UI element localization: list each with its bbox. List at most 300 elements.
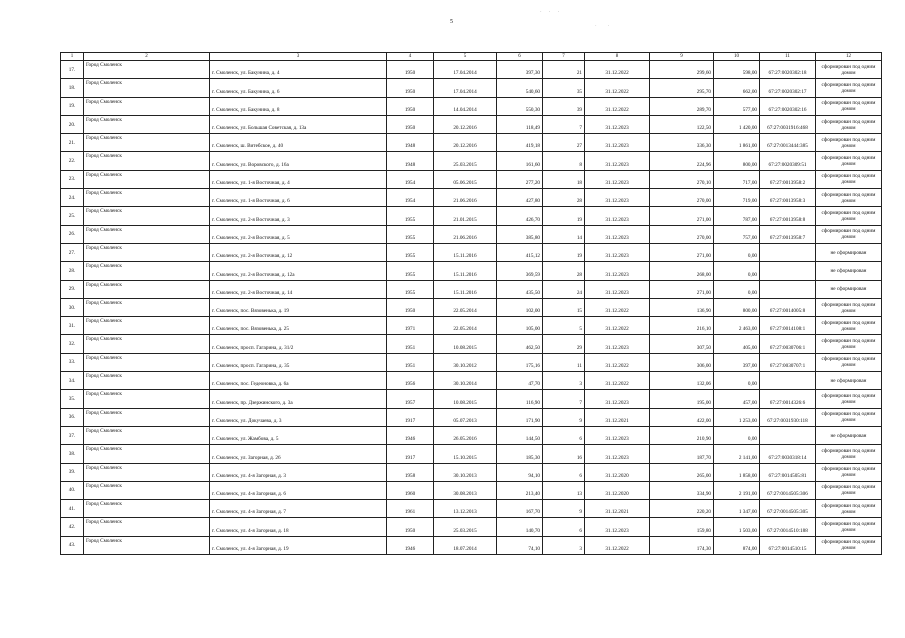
- residents-cell: 29: [543, 335, 585, 353]
- municipality-cell: Город Смоленск: [84, 445, 210, 463]
- price-cell: 271,00: [650, 243, 714, 261]
- page-number: 5: [450, 19, 453, 25]
- row-number-cell: 20.: [61, 115, 84, 133]
- deadline-cell: 31.12.2023: [585, 426, 650, 444]
- table-row: [61, 390, 882, 408]
- build-year-cell: 1954: [387, 189, 434, 207]
- row-number-cell: 39.: [61, 463, 84, 481]
- area-cell: 435,50: [497, 280, 543, 298]
- land-area-cell: 662,00: [714, 79, 760, 97]
- municipality-cell: Город Смоленск: [84, 390, 210, 408]
- doc-date-cell: 30.10.2014: [434, 372, 497, 390]
- price-cell: 422,00: [650, 408, 714, 426]
- deadline-cell: 31.12.2022: [585, 298, 650, 316]
- cadastral-number-cell: 67:27:0014510:15: [760, 536, 816, 554]
- area-cell: 550,30: [497, 97, 543, 115]
- table-row: [61, 445, 882, 463]
- row-number-cell: 32.: [61, 335, 84, 353]
- build-year-cell: 1961: [387, 500, 434, 518]
- deadline-cell: 31.12.2020: [585, 481, 650, 499]
- municipality-cell: Город Смоленск: [84, 189, 210, 207]
- table-header-row: [61, 53, 882, 61]
- table-row: [61, 500, 882, 518]
- deadline-cell: 31.12.2023: [585, 225, 650, 243]
- row-number-cell: 33.: [61, 353, 84, 371]
- doc-date-cell: 30.10.2013: [434, 463, 497, 481]
- doc-date-cell: 10.08.2015: [434, 335, 497, 353]
- deadline-cell: 31.12.2022: [585, 372, 650, 390]
- land-area-cell: 577,00: [714, 97, 760, 115]
- doc-date-cell: 13.12.2013: [434, 500, 497, 518]
- doc-date-cell: 15.11.2016: [434, 280, 497, 298]
- cadastral-number-cell: [760, 243, 816, 261]
- doc-date-cell: 30.10.2012: [434, 353, 497, 371]
- area-cell: 415,12: [497, 243, 543, 261]
- build-year-cell: 1951: [387, 353, 434, 371]
- price-cell: 299,60: [650, 61, 714, 79]
- column-header-3: 3: [210, 53, 387, 61]
- table-row: [61, 262, 882, 280]
- area-cell: 277,20: [497, 170, 543, 188]
- land-area-cell: 1 861,00: [714, 134, 760, 152]
- row-number-cell: 31.: [61, 317, 84, 335]
- area-cell: 213,40: [497, 481, 543, 499]
- municipality-cell: Город Смоленск: [84, 61, 210, 79]
- area-cell: 105,00: [497, 317, 543, 335]
- residents-cell: 39: [543, 97, 585, 115]
- area-cell: 171,90: [497, 408, 543, 426]
- doc-date-cell: 15.11.2016: [434, 262, 497, 280]
- residents-cell: 19: [543, 207, 585, 225]
- land-area-cell: 874,00: [714, 536, 760, 554]
- residents-cell: 19: [543, 243, 585, 261]
- residents-cell: 3: [543, 536, 585, 554]
- price-cell: 265,00: [650, 463, 714, 481]
- municipality-cell: Город Смоленск: [84, 115, 210, 133]
- row-number-cell: 38.: [61, 445, 84, 463]
- address-cell: г. Смоленск, просп. Гагарина, д. 31/2: [210, 335, 387, 353]
- row-number-cell: 37.: [61, 426, 84, 444]
- build-year-cell: 1956: [387, 372, 434, 390]
- table-row: [61, 152, 882, 170]
- address-cell: г. Смоленск, ул. 2-я Восточная, д. 12а: [210, 262, 387, 280]
- municipality-cell: Город Смоленск: [84, 298, 210, 316]
- land-status-cell: сформирован под одним домом: [816, 170, 882, 188]
- doc-date-cell: 17.04.2014: [434, 61, 497, 79]
- table-row: [61, 134, 882, 152]
- build-year-cell: 1917: [387, 408, 434, 426]
- residents-cell: 5: [543, 317, 585, 335]
- doc-date-cell: 22.05.2014: [434, 298, 497, 316]
- address-cell: г. Смоленск, ул. 4-я Загорная, д. 19: [210, 536, 387, 554]
- doc-date-cell: 17.04.2014: [434, 79, 497, 97]
- build-year-cell: 1971: [387, 317, 434, 335]
- address-cell: г. Смоленск, ул. 4-я Загорная, д. 3: [210, 463, 387, 481]
- price-cell: 336,30: [650, 134, 714, 152]
- table-row: [61, 372, 882, 390]
- land-status-cell: не сформирован: [816, 243, 882, 261]
- cadastral-number-cell: 67:27:0031916:468: [760, 115, 816, 133]
- deadline-cell: 31.12.2021: [585, 408, 650, 426]
- area-cell: 102,00: [497, 298, 543, 316]
- land-status-cell: сформирован под одним домом: [816, 298, 882, 316]
- doc-date-cell: 22.05.2014: [434, 317, 497, 335]
- row-number-cell: 24.: [61, 189, 84, 207]
- row-number-cell: 26.: [61, 225, 84, 243]
- land-status-cell: сформирован под одним домом: [816, 335, 882, 353]
- deadline-cell: 31.12.2022: [585, 97, 650, 115]
- land-area-cell: 719,00: [714, 189, 760, 207]
- cadastral-number-cell: 67:27:0013958:2: [760, 170, 816, 188]
- address-cell: г. Смоленск, пос. Гедеоновка, д. 6а: [210, 372, 387, 390]
- price-cell: 271,00: [650, 207, 714, 225]
- deadline-cell: 31.12.2023: [585, 262, 650, 280]
- cadastral-number-cell: [760, 426, 816, 444]
- build-year-cell: 1958: [387, 463, 434, 481]
- price-cell: 220,20: [650, 500, 714, 518]
- address-cell: г. Смоленск, ул. 2-я Восточная, д. 12: [210, 243, 387, 261]
- area-cell: 175,16: [497, 353, 543, 371]
- table-row: [61, 481, 882, 499]
- area-cell: 426,70: [497, 207, 543, 225]
- doc-date-cell: 21.01.2015: [434, 207, 497, 225]
- table-row: [61, 518, 882, 536]
- land-area-cell: 717,00: [714, 170, 760, 188]
- municipality-cell: Город Смоленск: [84, 335, 210, 353]
- area-cell: 419,18: [497, 134, 543, 152]
- build-year-cell: 1950: [387, 61, 434, 79]
- land-status-cell: сформирован под одним домом: [816, 152, 882, 170]
- table-row: [61, 243, 882, 261]
- address-cell: г. Смоленск, ул. Жамбова, д. 5: [210, 426, 387, 444]
- build-year-cell: 1955: [387, 280, 434, 298]
- build-year-cell: 1955: [387, 225, 434, 243]
- row-number-cell: 43.: [61, 536, 84, 554]
- price-cell: 295,70: [650, 79, 714, 97]
- doc-date-cell: 05.07.2013: [434, 408, 497, 426]
- build-year-cell: 1946: [387, 426, 434, 444]
- municipality-cell: Город Смоленск: [84, 500, 210, 518]
- doc-date-cell: 26.05.2016: [434, 426, 497, 444]
- price-cell: 136,90: [650, 298, 714, 316]
- column-header-7: 7: [543, 53, 585, 61]
- area-cell: 462,50: [497, 335, 543, 353]
- area-cell: 94,10: [497, 463, 543, 481]
- build-year-cell: 1960: [387, 481, 434, 499]
- cadastral-number-cell: 67:27:0013444:385: [760, 134, 816, 152]
- table-row: [61, 115, 882, 133]
- address-cell: г. Смоленск, ул. 4-я Загорная, д. 18: [210, 518, 387, 536]
- residents-cell: 14: [543, 225, 585, 243]
- residents-cell: 35: [543, 79, 585, 97]
- municipality-cell: Город Смоленск: [84, 317, 210, 335]
- cadastral-number-cell: 67:27:0014505:81: [760, 463, 816, 481]
- price-cell: 306,00: [650, 353, 714, 371]
- residents-cell: 28: [543, 189, 585, 207]
- price-cell: 307,50: [650, 335, 714, 353]
- cadastral-number-cell: [760, 280, 816, 298]
- deadline-cell: 31.12.2023: [585, 335, 650, 353]
- land-area-cell: 1 420,00: [714, 115, 760, 133]
- cadastral-number-cell: 67:27:0030318:14: [760, 445, 816, 463]
- address-cell: г. Смоленск, пр. Дзержинского, д. 3а: [210, 390, 387, 408]
- land-area-cell: 1 503,00: [714, 518, 760, 536]
- land-status-cell: не сформирован: [816, 372, 882, 390]
- land-status-cell: сформирован под одним домом: [816, 445, 882, 463]
- deadline-cell: 31.12.2020: [585, 463, 650, 481]
- deadline-cell: 31.12.2022: [585, 536, 650, 554]
- land-area-cell: 598,00: [714, 61, 760, 79]
- municipality-cell: Город Смоленск: [84, 463, 210, 481]
- table-row: [61, 353, 882, 371]
- row-number-cell: 19.: [61, 97, 84, 115]
- housing-register-table: [60, 52, 882, 555]
- build-year-cell: 1917: [387, 445, 434, 463]
- address-cell: г. Смоленск, ул. 2-я Восточная, д. 14: [210, 280, 387, 298]
- column-header-8: 8: [585, 53, 650, 61]
- land-area-cell: 1 347,00: [714, 500, 760, 518]
- build-year-cell: 1950: [387, 115, 434, 133]
- land-status-cell: сформирован под одним домом: [816, 353, 882, 371]
- address-cell: г. Смоленск, пос. Вязовенька, д. 19: [210, 298, 387, 316]
- municipality-cell: Город Смоленск: [84, 353, 210, 371]
- municipality-cell: Город Смоленск: [84, 152, 210, 170]
- residents-cell: 21: [543, 61, 585, 79]
- table-body: [61, 61, 882, 555]
- deadline-cell: 31.12.2023: [585, 518, 650, 536]
- row-number-cell: 42.: [61, 518, 84, 536]
- column-header-5: 5: [434, 53, 497, 61]
- doc-date-cell: 25.03.2015: [434, 518, 497, 536]
- cadastral-number-cell: 67:27:0014505:305: [760, 500, 816, 518]
- land-status-cell: сформирован под одним домом: [816, 79, 882, 97]
- price-cell: 174,30: [650, 536, 714, 554]
- land-area-cell: 405,00: [714, 335, 760, 353]
- area-cell: 47,70: [497, 372, 543, 390]
- deadline-cell: 31.12.2022: [585, 61, 650, 79]
- land-area-cell: 1 253,00: [714, 408, 760, 426]
- area-cell: 167,70: [497, 500, 543, 518]
- row-number-cell: 17.: [61, 61, 84, 79]
- row-number-cell: 40.: [61, 481, 84, 499]
- column-header-12: 12: [816, 53, 882, 61]
- land-area-cell: 2 141,00: [714, 445, 760, 463]
- doc-date-cell: 14.04.2014: [434, 97, 497, 115]
- land-status-cell: сформирован под одним домом: [816, 207, 882, 225]
- address-cell: г. Смоленск, ул. 1-я Восточная, д. 4: [210, 170, 387, 188]
- address-cell: г. Смоленск, ул. Докучаева, д. 3: [210, 408, 387, 426]
- land-status-cell: сформирован под одним домом: [816, 481, 882, 499]
- price-cell: 271,00: [650, 280, 714, 298]
- row-number-cell: 29.: [61, 280, 84, 298]
- column-header-6: 6: [497, 53, 543, 61]
- build-year-cell: 1950: [387, 79, 434, 97]
- deadline-cell: 31.12.2023: [585, 189, 650, 207]
- land-status-cell: сформирован под одним домом: [816, 500, 882, 518]
- cadastral-number-cell: 67:27:0030706:1: [760, 335, 816, 353]
- deadline-cell: 31.12.2023: [585, 152, 650, 170]
- land-status-cell: сформирован под одним домом: [816, 518, 882, 536]
- row-number-cell: 27.: [61, 243, 84, 261]
- row-number-cell: 21.: [61, 134, 84, 152]
- deadline-cell: 31.12.2023: [585, 280, 650, 298]
- cadastral-number-cell: 67:27:0030707:1: [760, 353, 816, 371]
- cadastral-number-cell: 67:27:0020302:17: [760, 79, 816, 97]
- price-cell: 289,70: [650, 97, 714, 115]
- price-cell: 268,00: [650, 262, 714, 280]
- land-area-cell: 1 858,00: [714, 463, 760, 481]
- cadastral-number-cell: [760, 262, 816, 280]
- address-cell: г. Смоленск, ул. Бакунина, д. 4: [210, 61, 387, 79]
- area-cell: 397,30: [497, 61, 543, 79]
- residents-cell: 6: [543, 426, 585, 444]
- municipality-cell: Город Смоленск: [84, 207, 210, 225]
- residents-cell: 3: [543, 372, 585, 390]
- land-area-cell: 0,00: [714, 280, 760, 298]
- residents-cell: 6: [543, 463, 585, 481]
- doc-date-cell: 10.08.2015: [434, 390, 497, 408]
- price-cell: 159,80: [650, 518, 714, 536]
- residents-cell: 15: [543, 298, 585, 316]
- table-row: [61, 207, 882, 225]
- cadastral-number-cell: 67:27:0013958:3: [760, 189, 816, 207]
- table-row: [61, 408, 882, 426]
- deadline-cell: 31.12.2023: [585, 207, 650, 225]
- price-cell: 334,90: [650, 481, 714, 499]
- deadline-cell: 31.12.2023: [585, 445, 650, 463]
- build-year-cell: 1950: [387, 298, 434, 316]
- address-cell: г. Смоленск, ул. Воровского, д. 16а: [210, 152, 387, 170]
- residents-cell: 7: [543, 390, 585, 408]
- row-number-cell: 23.: [61, 170, 84, 188]
- land-status-cell: не сформирован: [816, 280, 882, 298]
- deadline-cell: 31.12.2023: [585, 115, 650, 133]
- land-status-cell: сформирован под одним домом: [816, 317, 882, 335]
- municipality-cell: Город Смоленск: [84, 134, 210, 152]
- municipality-cell: Город Смоленск: [84, 170, 210, 188]
- build-year-cell: 1950: [387, 518, 434, 536]
- build-year-cell: 1955: [387, 243, 434, 261]
- row-number-cell: 18.: [61, 79, 84, 97]
- municipality-cell: Город Смоленск: [84, 518, 210, 536]
- area-cell: 118,49: [497, 115, 543, 133]
- residents-cell: 16: [543, 445, 585, 463]
- build-year-cell: 1954: [387, 170, 434, 188]
- table-row: [61, 225, 882, 243]
- build-year-cell: 1955: [387, 207, 434, 225]
- table-row: [61, 317, 882, 335]
- doc-date-cell: 21.06.2016: [434, 189, 497, 207]
- municipality-cell: Город Смоленск: [84, 97, 210, 115]
- land-area-cell: 787,00: [714, 207, 760, 225]
- table-row: [61, 97, 882, 115]
- residents-cell: 7: [543, 115, 585, 133]
- land-area-cell: 457,00: [714, 390, 760, 408]
- row-number-cell: 22.: [61, 152, 84, 170]
- price-cell: 224,96: [650, 152, 714, 170]
- land-area-cell: 0,00: [714, 426, 760, 444]
- municipality-cell: Город Смоленск: [84, 408, 210, 426]
- table-row: [61, 170, 882, 188]
- area-cell: 369,59: [497, 262, 543, 280]
- table-row: [61, 79, 882, 97]
- land-area-cell: 800,00: [714, 152, 760, 170]
- land-status-cell: сформирован под одним домом: [816, 97, 882, 115]
- municipality-cell: Город Смоленск: [84, 243, 210, 261]
- land-status-cell: сформирован под одним домом: [816, 115, 882, 133]
- land-area-cell: 0,00: [714, 372, 760, 390]
- price-cell: 270,00: [650, 225, 714, 243]
- cadastral-number-cell: 67:27:0014108:1: [760, 317, 816, 335]
- area-cell: 161,60: [497, 152, 543, 170]
- residents-cell: 27: [543, 134, 585, 152]
- land-area-cell: 0,00: [714, 262, 760, 280]
- column-header-9: 9: [650, 53, 714, 61]
- area-cell: 385,80: [497, 225, 543, 243]
- area-cell: 140,70: [497, 518, 543, 536]
- municipality-cell: Город Смоленск: [84, 225, 210, 243]
- address-cell: г. Смоленск, ул. Бакунина, д. 8: [210, 97, 387, 115]
- row-number-cell: 34.: [61, 372, 84, 390]
- build-year-cell: 1957: [387, 390, 434, 408]
- build-year-cell: 1948: [387, 134, 434, 152]
- municipality-cell: Город Смоленск: [84, 481, 210, 499]
- residents-cell: 11: [543, 353, 585, 371]
- table-row: [61, 536, 882, 554]
- price-cell: 195,00: [650, 390, 714, 408]
- table-row: [61, 280, 882, 298]
- residents-cell: 6: [543, 518, 585, 536]
- build-year-cell: 1946: [387, 536, 434, 554]
- deadline-cell: 31.12.2021: [585, 500, 650, 518]
- address-cell: г. Смоленск, ул. 2-я Восточная, д. 3: [210, 207, 387, 225]
- land-area-cell: 0,00: [714, 243, 760, 261]
- address-cell: г. Смоленск, ул. Большая Советская, д. 13а: [210, 115, 387, 133]
- address-cell: г. Смоленск, ул. Загорная, д. 26: [210, 445, 387, 463]
- column-header-4: 4: [387, 53, 434, 61]
- doc-date-cell: 15.11.2016: [434, 243, 497, 261]
- area-cell: 185,30: [497, 445, 543, 463]
- row-number-cell: 30.: [61, 298, 84, 316]
- build-year-cell: 1950: [387, 97, 434, 115]
- table-row: [61, 189, 882, 207]
- deadline-cell: 31.12.2023: [585, 243, 650, 261]
- table-row: [61, 298, 882, 316]
- row-number-cell: 28.: [61, 262, 84, 280]
- area-cell: 144,50: [497, 426, 543, 444]
- land-status-cell: сформирован под одним домом: [816, 61, 882, 79]
- cadastral-number-cell: 67:27:0014326:6: [760, 390, 816, 408]
- cadastral-number-cell: 67:27:0014510:188: [760, 518, 816, 536]
- cadastral-number-cell: 67:27:0020302:16: [760, 97, 816, 115]
- residents-cell: 9: [543, 408, 585, 426]
- price-cell: 216,10: [650, 317, 714, 335]
- doc-date-cell: 25.03.2015: [434, 152, 497, 170]
- deadline-cell: 31.12.2023: [585, 170, 650, 188]
- municipality-cell: Город Смоленск: [84, 79, 210, 97]
- price-cell: 270,10: [650, 170, 714, 188]
- row-number-cell: 25.: [61, 207, 84, 225]
- land-status-cell: не сформирован: [816, 262, 882, 280]
- municipality-cell: Город Смоленск: [84, 280, 210, 298]
- cadastral-number-cell: 67:27:0020302:18: [760, 61, 816, 79]
- cadastral-number-cell: 67:27:0013958:8: [760, 207, 816, 225]
- deadline-cell: 31.12.2023: [585, 134, 650, 152]
- land-status-cell: сформирован под одним домом: [816, 390, 882, 408]
- deadline-cell: 31.12.2022: [585, 353, 650, 371]
- area-cell: 116,90: [497, 390, 543, 408]
- doc-date-cell: 21.06.2016: [434, 225, 497, 243]
